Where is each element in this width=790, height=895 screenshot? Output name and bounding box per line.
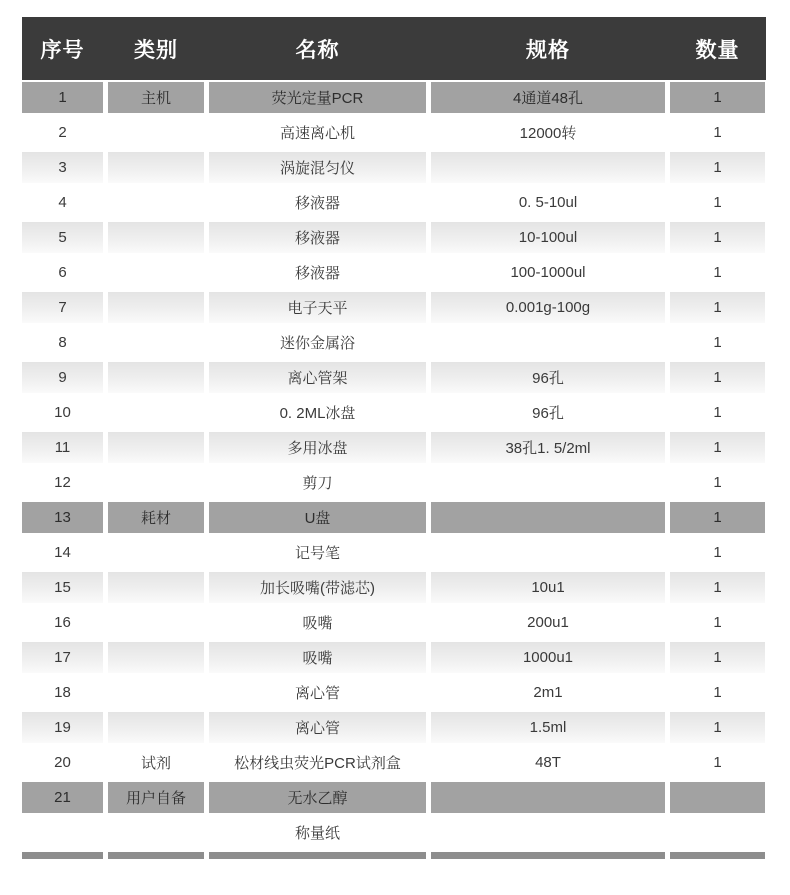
cell-qty: 1 [670, 607, 765, 638]
cell-spec: 0.001g-100g [431, 292, 665, 323]
cell-name: U盘 [209, 502, 426, 533]
cell-seq: 16 [22, 607, 103, 638]
cell-category [108, 397, 204, 428]
cell-name: 记号笔 [209, 537, 426, 568]
table-row [22, 572, 766, 603]
cell-spec [431, 852, 665, 859]
cell-spec: 38孔1. 5/2ml [431, 432, 665, 463]
table-row [22, 607, 766, 638]
cell-spec [431, 782, 665, 813]
cell-seq: 1 [22, 82, 103, 113]
cell-spec: 1.5ml [431, 712, 665, 743]
cell-qty: 1 [670, 432, 765, 463]
cell-seq [22, 852, 103, 859]
cell-spec [431, 327, 665, 358]
cell-qty: 1 [670, 467, 765, 498]
cell-name: 松材线虫荧光PCR试剂盒 [209, 747, 426, 778]
cell-spec: 96孔 [431, 397, 665, 428]
cell-spec: 0. 5-10ul [431, 187, 665, 218]
cell-qty: 1 [670, 712, 765, 743]
cell-category [108, 292, 204, 323]
cell-category [108, 222, 204, 253]
cell-category: 耗材 [108, 502, 204, 533]
cell-qty: 1 [670, 747, 765, 778]
table-row [22, 677, 766, 708]
table-row [22, 257, 766, 288]
cell-seq: 5 [22, 222, 103, 253]
header-row [22, 17, 766, 80]
cell-name: 离心管架 [209, 362, 426, 393]
cell-name: 涡旋混匀仪 [209, 152, 426, 183]
header-cell-qty: 数量 [695, 38, 740, 62]
cell-seq: 9 [22, 362, 103, 393]
cell-name: 吸嘴 [209, 607, 426, 638]
cell-qty: 1 [670, 187, 765, 218]
table-row [22, 747, 766, 778]
cell-spec: 96孔 [431, 362, 665, 393]
cell-name: 0. 2ML冰盘 [209, 397, 426, 428]
table-row [22, 292, 766, 323]
cell-seq: 15 [22, 572, 103, 603]
table-row [22, 362, 766, 393]
cell-seq: 14 [22, 537, 103, 568]
cell-spec: 10u1 [431, 572, 665, 603]
cell-spec: 2m1 [431, 677, 665, 708]
equipment-list-table [22, 17, 766, 859]
table-row [22, 152, 766, 183]
cell-qty [670, 817, 765, 848]
table-row [22, 642, 766, 673]
cell-qty: 1 [670, 537, 765, 568]
header-cell-name: 名称 [295, 38, 340, 62]
cell-spec [431, 467, 665, 498]
cell-category [108, 852, 204, 859]
cell-qty: 1 [670, 152, 765, 183]
cell-category [108, 642, 204, 673]
cell-seq: 6 [22, 257, 103, 288]
table-row [22, 397, 766, 428]
cell-spec [431, 537, 665, 568]
cell-category [108, 117, 204, 148]
cell-seq: 17 [22, 642, 103, 673]
cell-name: 荧光定量PCR [209, 82, 426, 113]
cell-qty: 1 [670, 292, 765, 323]
cell-qty [670, 782, 765, 813]
header-cell-seq: 序号 [40, 38, 85, 62]
cell-name: 离心管 [209, 677, 426, 708]
cell-spec: 200u1 [431, 607, 665, 638]
table-row [22, 817, 766, 848]
cell-category [108, 432, 204, 463]
cell-seq: 19 [22, 712, 103, 743]
table-body [22, 82, 766, 859]
cell-name: 加长吸嘴(带滤芯) [209, 572, 426, 603]
cell-seq: 21 [22, 782, 103, 813]
table-row-partial [22, 852, 766, 859]
cell-category [108, 467, 204, 498]
cell-category [108, 187, 204, 218]
cell-name: 迷你金属浴 [209, 327, 426, 358]
cell-name: 无水乙醇 [209, 782, 426, 813]
cell-name: 剪刀 [209, 467, 426, 498]
header-cell-spec: 规格 [526, 38, 570, 62]
cell-category: 试剂 [108, 747, 204, 778]
cell-spec: 48T [431, 747, 665, 778]
cell-category [108, 537, 204, 568]
cell-name: 移液器 [209, 222, 426, 253]
cell-name: 电子天平 [209, 292, 426, 323]
cell-category [108, 152, 204, 183]
cell-seq: 13 [22, 502, 103, 533]
cell-spec [431, 152, 665, 183]
cell-seq: 4 [22, 187, 103, 218]
table-row [22, 187, 766, 218]
cell-category [108, 257, 204, 288]
cell-name: 吸嘴 [209, 642, 426, 673]
cell-category [108, 677, 204, 708]
cell-category [108, 607, 204, 638]
cell-spec: 100-1000ul [431, 257, 665, 288]
cell-category: 主机 [108, 82, 204, 113]
table-row [22, 712, 766, 743]
cell-spec: 4通道48孔 [431, 82, 665, 113]
cell-spec [431, 502, 665, 533]
cell-seq: 8 [22, 327, 103, 358]
cell-category [108, 817, 204, 848]
cell-seq: 12 [22, 467, 103, 498]
cell-name: 称量纸 [209, 817, 426, 848]
cell-qty: 1 [670, 677, 765, 708]
cell-name: 移液器 [209, 257, 426, 288]
cell-category [108, 712, 204, 743]
cell-spec: 12000转 [431, 117, 665, 148]
cell-qty [670, 852, 765, 859]
cell-seq: 3 [22, 152, 103, 183]
table-row [22, 222, 766, 253]
cell-qty: 1 [670, 362, 765, 393]
cell-seq: 2 [22, 117, 103, 148]
cell-name: 高速离心机 [209, 117, 426, 148]
cell-qty: 1 [670, 502, 765, 533]
cell-qty: 1 [670, 642, 765, 673]
cell-seq [22, 817, 103, 848]
table-row [22, 82, 766, 113]
cell-name: 移液器 [209, 187, 426, 218]
table-row [22, 502, 766, 533]
cell-qty: 1 [670, 327, 765, 358]
cell-qty: 1 [670, 82, 765, 113]
table-row [22, 432, 766, 463]
cell-category [108, 327, 204, 358]
cell-name [209, 852, 426, 859]
cell-seq: 7 [22, 292, 103, 323]
table-row [22, 467, 766, 498]
cell-qty: 1 [670, 222, 765, 253]
table-row [22, 537, 766, 568]
cell-seq: 10 [22, 397, 103, 428]
cell-spec: 10-100ul [431, 222, 665, 253]
cell-qty: 1 [670, 572, 765, 603]
cell-name: 多用冰盘 [209, 432, 426, 463]
cell-category [108, 572, 204, 603]
cell-spec [431, 817, 665, 848]
cell-qty: 1 [670, 397, 765, 428]
cell-category [108, 362, 204, 393]
cell-seq: 20 [22, 747, 103, 778]
cell-qty: 1 [670, 257, 765, 288]
cell-category: 用户自备 [108, 782, 204, 813]
header-cell-category: 类别 [134, 38, 178, 62]
cell-seq: 18 [22, 677, 103, 708]
cell-spec: 1000u1 [431, 642, 665, 673]
cell-name: 离心管 [209, 712, 426, 743]
cell-qty: 1 [670, 117, 765, 148]
table-row [22, 782, 766, 813]
cell-seq: 11 [22, 432, 103, 463]
table-row [22, 117, 766, 148]
table-row [22, 327, 766, 358]
